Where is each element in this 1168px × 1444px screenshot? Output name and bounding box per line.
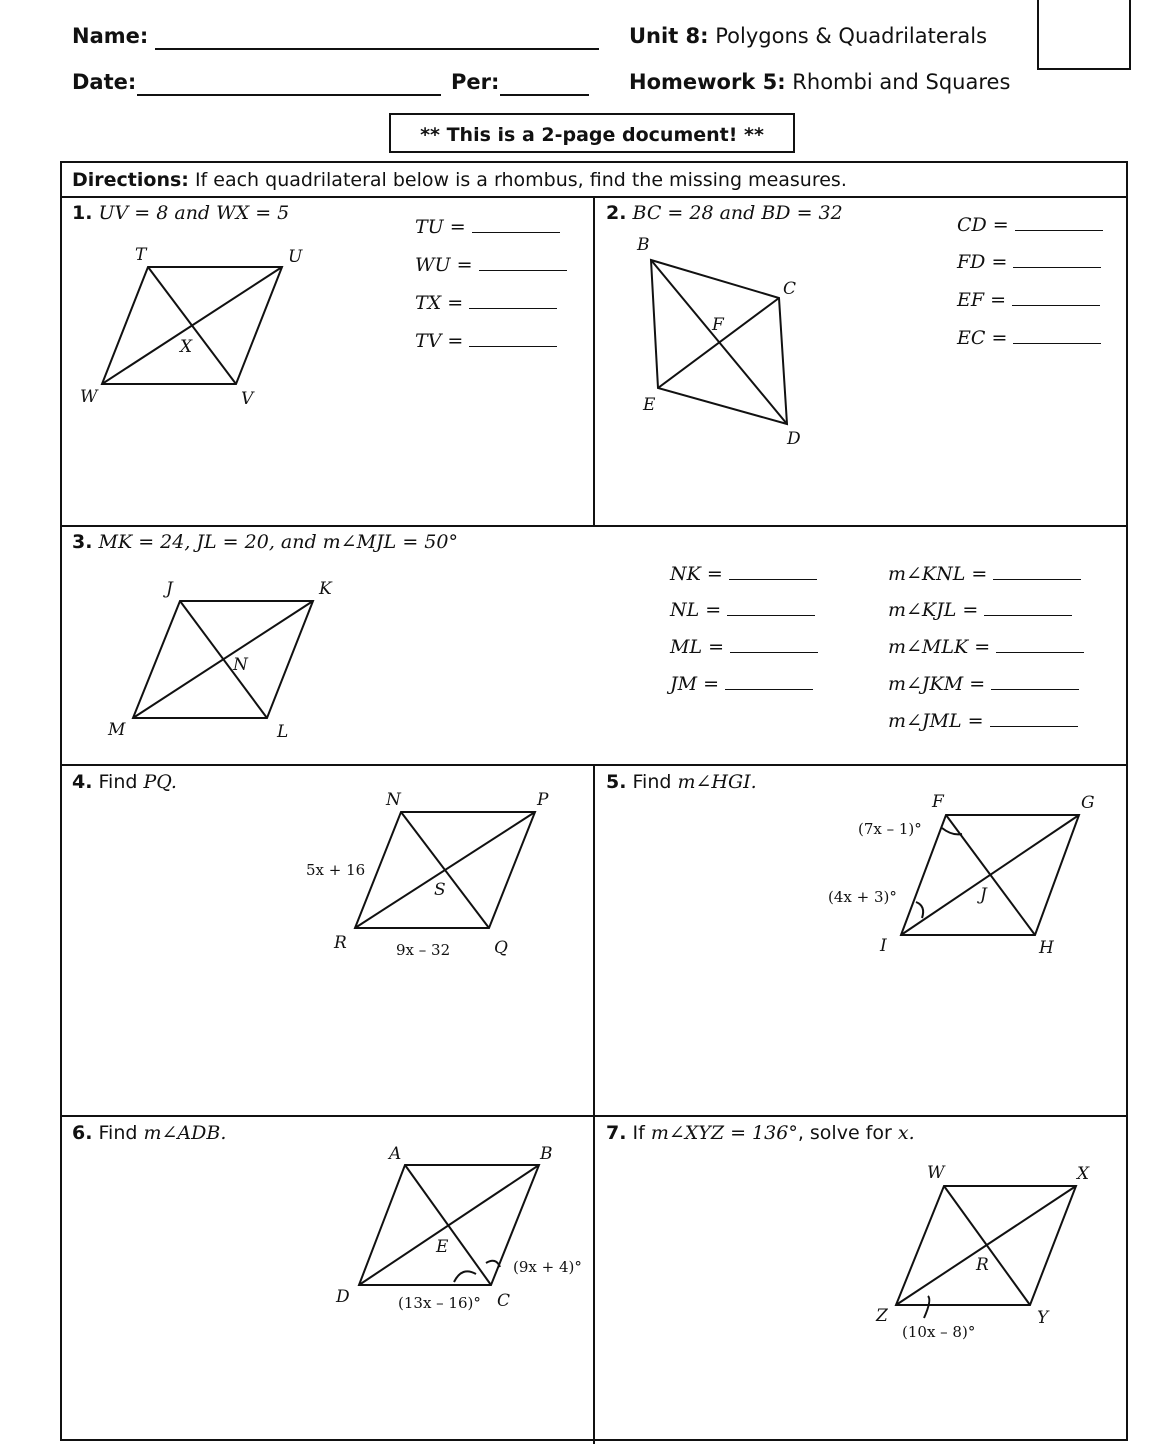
rhombus-npqr-figure	[355, 812, 535, 928]
side-expression: 9x – 32	[396, 941, 451, 959]
answer-angle-jml[interactable]: m∠JML =	[888, 710, 1078, 732]
vertex-label: S	[434, 880, 446, 900]
problem-5-title: 5. Find m∠HGI.	[606, 771, 757, 793]
vertex-label: L	[277, 722, 289, 742]
answer-fd[interactable]: FD =	[957, 251, 1101, 273]
rhombus-tuvw-figure	[102, 267, 282, 384]
vertex-label: X	[180, 337, 193, 357]
vertex-label: P	[537, 790, 549, 810]
rhombus-jklm-figure	[133, 601, 313, 718]
vertex-label: R	[334, 933, 347, 953]
per-label: Per:	[451, 70, 500, 94]
answer-cd[interactable]: CD =	[957, 214, 1103, 236]
vertex-label: X	[1077, 1164, 1090, 1184]
vertex-label: B	[637, 235, 650, 255]
vertex-label: N	[233, 655, 248, 675]
angle-expression: (10x – 8)°	[902, 1323, 976, 1341]
vertex-label: D	[787, 429, 801, 449]
angle-expression: (9x + 4)°	[513, 1258, 582, 1276]
angle-expression: (7x – 1)°	[858, 820, 922, 838]
answer-ef[interactable]: EF =	[957, 289, 1100, 311]
name-label: Name:	[72, 24, 149, 48]
date-label: Date:	[72, 70, 137, 94]
vertex-label: J	[166, 579, 173, 599]
angle-expression: (13x – 16)°	[398, 1294, 481, 1312]
answer-ec[interactable]: EC =	[957, 327, 1101, 349]
vertex-label: F	[932, 792, 944, 812]
vertex-label: E	[436, 1237, 449, 1257]
vertex-label: W	[80, 387, 98, 407]
angle-arc	[916, 902, 923, 918]
vertex-label: M	[108, 720, 126, 740]
rhombus-fghi-figure	[901, 815, 1079, 935]
vertex-label: C	[497, 1291, 511, 1311]
vertex-label: F	[712, 315, 724, 335]
vertex-label: U	[288, 247, 303, 267]
vertex-label: A	[389, 1144, 402, 1164]
answer-ml[interactable]: ML =	[670, 636, 818, 658]
vertex-label: T	[135, 245, 147, 265]
problem-7-title: 7. If m∠XYZ = 136°, solve for x.	[606, 1122, 915, 1144]
vertex-label: Z	[876, 1306, 888, 1326]
vertex-label: J	[980, 885, 987, 905]
rhombus-bcde-figure	[651, 260, 787, 424]
vertex-label: D	[336, 1287, 350, 1307]
vertex-label: G	[1081, 793, 1095, 813]
answer-angle-mlk[interactable]: m∠MLK =	[888, 636, 1084, 658]
vertex-label: Q	[494, 938, 508, 958]
answer-angle-kjl[interactable]: m∠KJL =	[888, 599, 1072, 621]
answer-nk[interactable]: NK =	[670, 563, 817, 585]
problem-3-title: 3. MK = 24, JL = 20, and m∠MJL = 50°	[72, 531, 458, 553]
vertex-label: Y	[1037, 1308, 1049, 1328]
answer-jm[interactable]: JM =	[670, 673, 813, 695]
answer-tv[interactable]: TV =	[415, 330, 557, 352]
vertex-label: C	[783, 279, 797, 299]
angle-arc	[924, 1296, 929, 1318]
vertex-label: R	[976, 1255, 989, 1275]
two-page-notice: ** This is a 2-page document! **	[389, 113, 795, 153]
vertex-label: I	[880, 936, 887, 956]
answer-tu[interactable]: TU =	[415, 216, 560, 238]
vertex-label: K	[319, 579, 332, 599]
answer-angle-knl[interactable]: m∠KNL =	[888, 563, 1081, 585]
angle-arc	[454, 1271, 476, 1282]
answer-nl[interactable]: NL =	[670, 599, 815, 621]
unit-heading: Unit 8: Polygons & Quadrilaterals	[629, 24, 988, 48]
answer-tx[interactable]: TX =	[415, 292, 557, 314]
homework-heading: Homework 5: Rhombi and Squares	[629, 70, 1011, 94]
vertex-label: W	[927, 1163, 945, 1183]
vertex-label: V	[241, 389, 254, 409]
directions: Directions: If each quadrilateral below is a rhombus, find the missing measures.	[72, 169, 847, 191]
angle-expression: (4x + 3)°	[828, 888, 897, 906]
vertex-label: E	[643, 395, 656, 415]
problem-4-title: 4. Find PQ.	[72, 771, 177, 793]
vertex-label: N	[386, 790, 401, 810]
answer-angle-jkm[interactable]: m∠JKM =	[888, 673, 1079, 695]
vertex-label: H	[1039, 938, 1054, 958]
rhombus-abcd-figure	[359, 1165, 539, 1285]
problem-2-title: 2. BC = 28 and BD = 32	[606, 202, 843, 224]
problem-1-title: 1. UV = 8 and WX = 5	[72, 202, 290, 224]
rhombus-wxyz-figure	[896, 1186, 1076, 1318]
answer-wu[interactable]: WU =	[415, 254, 567, 276]
vertex-label: B	[540, 1144, 553, 1164]
problem-6-title: 6. Find m∠ADB.	[72, 1122, 227, 1144]
side-expression: 5x + 16	[306, 861, 366, 879]
